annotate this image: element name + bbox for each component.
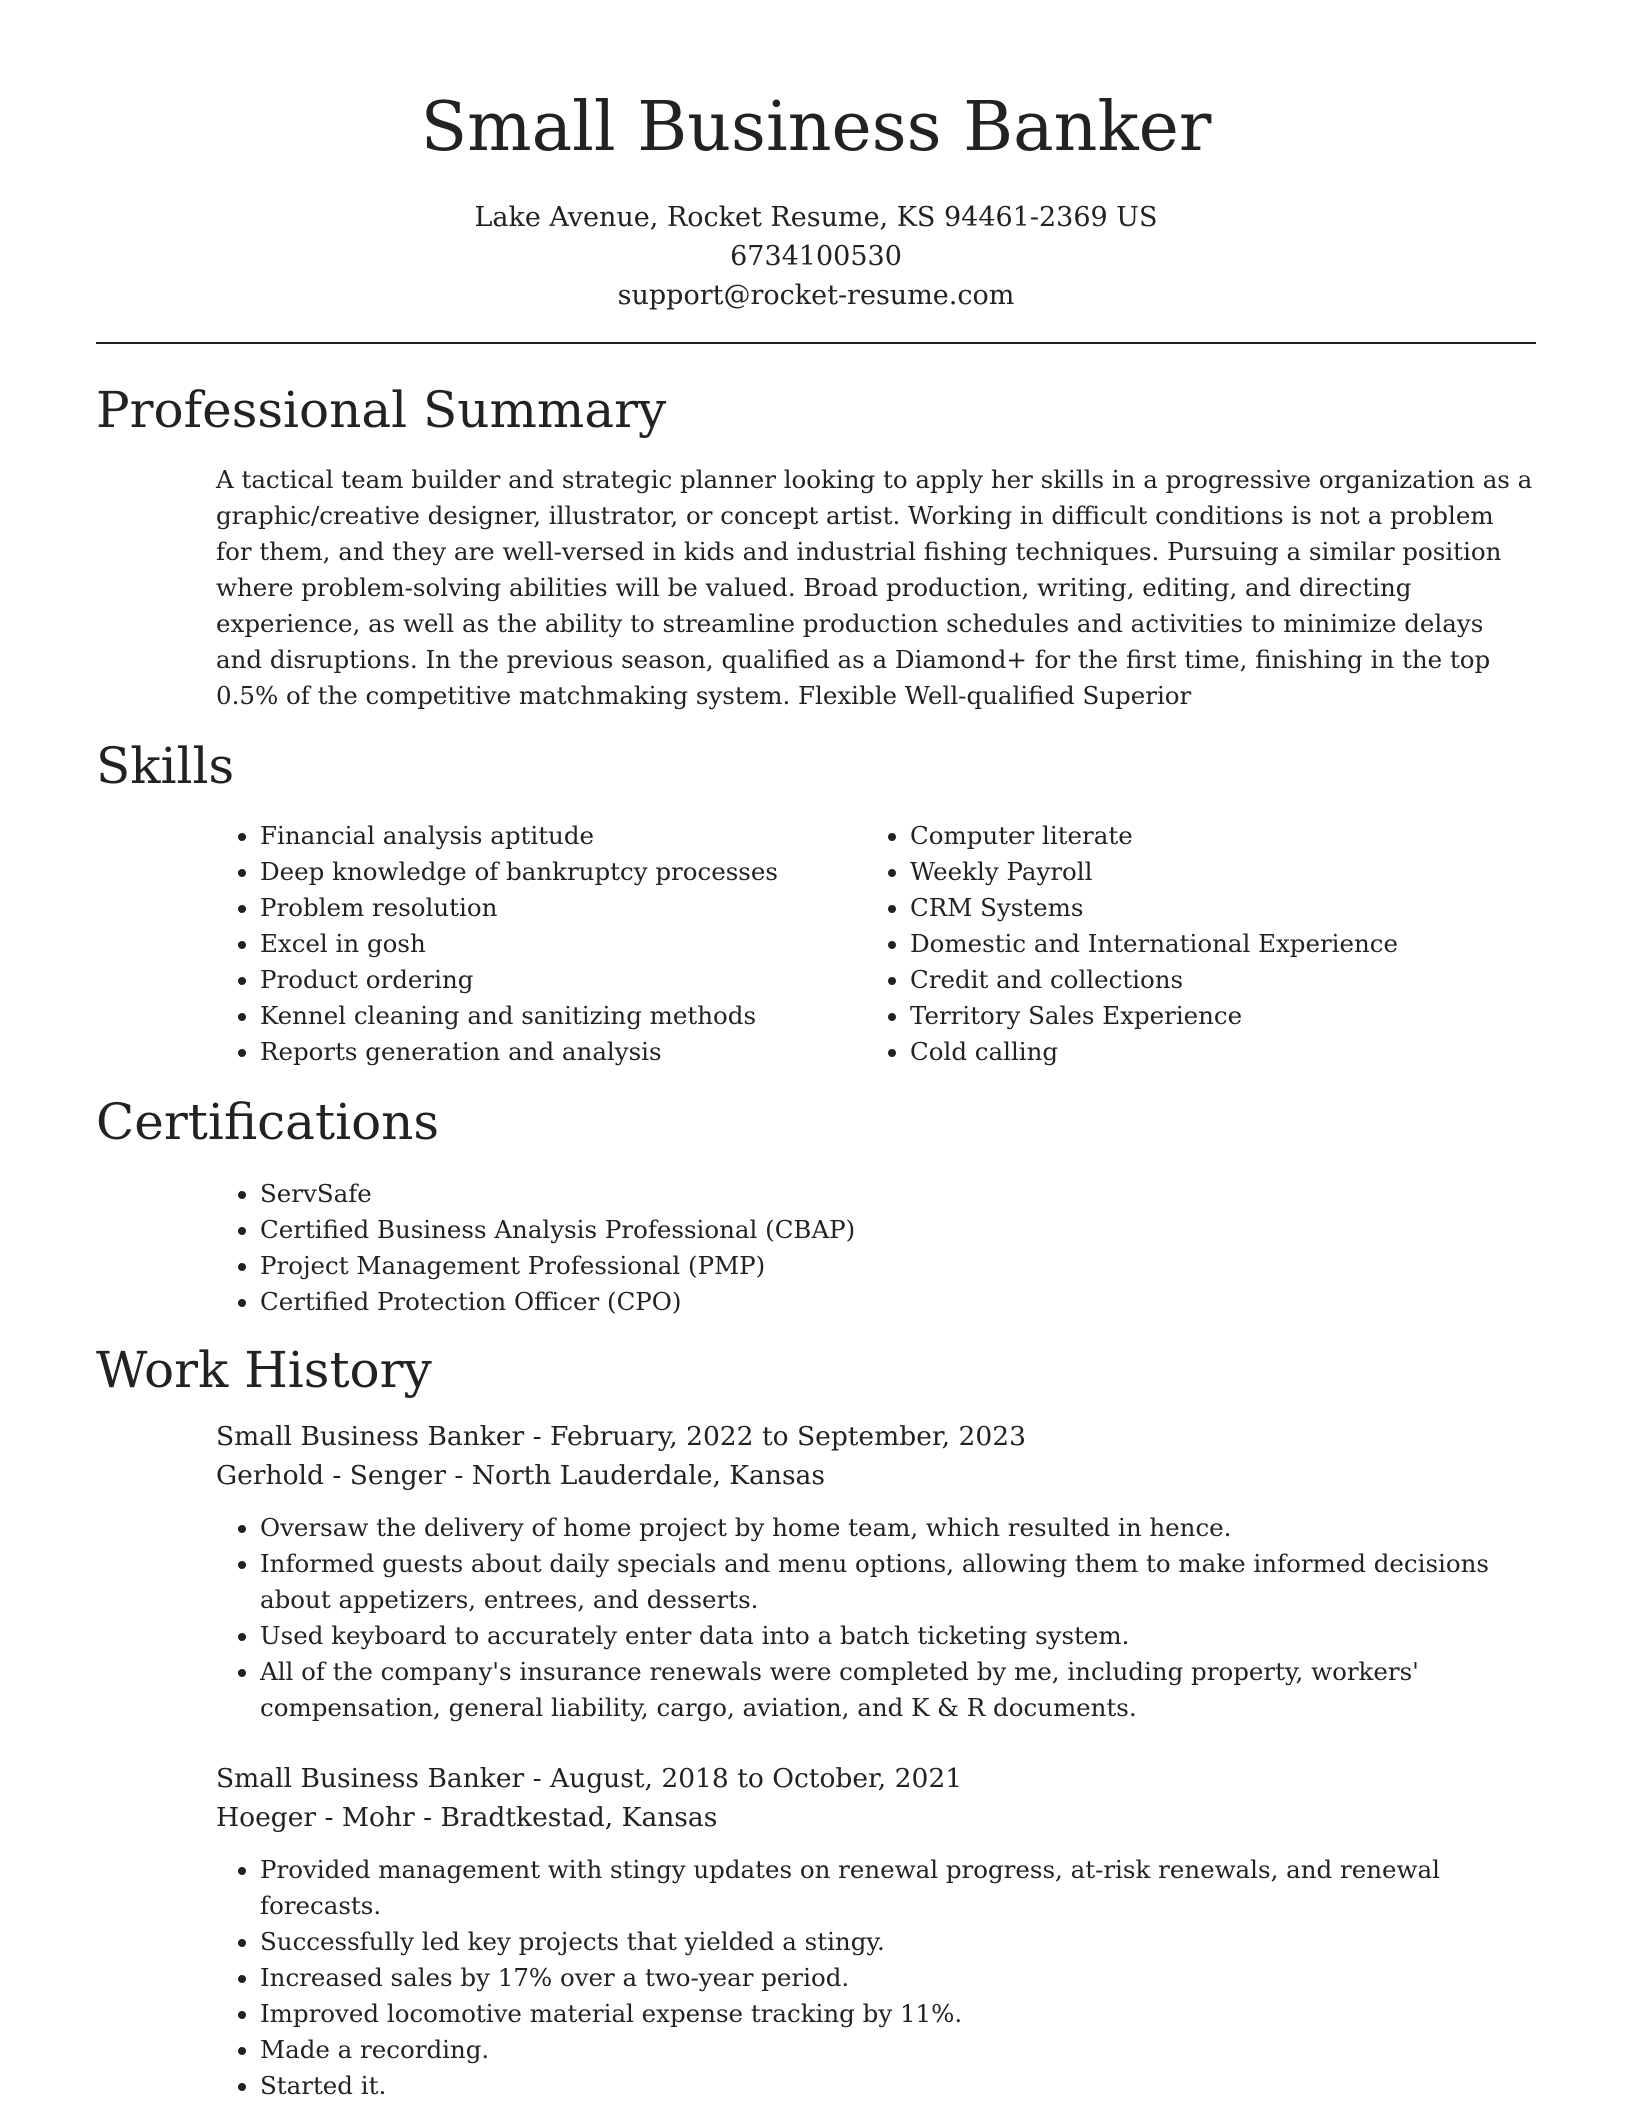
- work-history-heading: Work History: [96, 1341, 432, 1399]
- job-duty: • Successfully led key projects that yielded a stingy.: [260, 1924, 1526, 1960]
- certification-item: • ServSafe: [260, 1176, 1536, 1212]
- skill-item: • Product ordering: [260, 962, 856, 998]
- job-duty: • Started it.: [260, 2068, 1526, 2104]
- certification-item: • Project Management Professional (PMP): [260, 1248, 1536, 1284]
- certification-item: • Certified Protection Officer (CPO): [260, 1284, 1536, 1320]
- skill-item: • Computer literate: [910, 818, 1506, 854]
- phone: 6734100530: [730, 241, 902, 272]
- skill-item: • CRM Systems: [910, 890, 1506, 926]
- summary-text: A tactical team builder and strategic planner looking to apply her skills in a progressive organization as a graphic/creative designer, illustrator, or concept artist. Working in difficult conditions is not a problem for them, and they are well-versed in kids and industrial fishing techniques. Pursuing a similar position where problem-solving abilities will be valued. Broad production, writing, editing, and directing experience, as well as the ability to streamline production schedules and activities to minimize delays and disruptions. In the previous season, qualified as a Diamond+ for the first time, finishing in the top 0.5% of the competitive matchmaking system. Flexible Well-qualified Superior: [216, 465, 1533, 710]
- skills-list-right: [866, 818, 1506, 1070]
- address: Lake Avenue, Rocket Resume, KS 94461-2369 US: [474, 202, 1158, 233]
- job-company-line: [216, 1457, 1536, 1495]
- skill-item: • Financial analysis aptitude: [260, 818, 856, 854]
- skill-item: • Credit and collections: [910, 962, 1506, 998]
- certifications-list: [216, 1176, 1536, 1320]
- skills-list-left: [216, 818, 856, 1070]
- job-company-line: [216, 1799, 1536, 1837]
- job-company: Hoeger - Mohr: [216, 1802, 415, 1833]
- job-title-line: [216, 1418, 1536, 1456]
- skill-item: • Weekly Payroll: [910, 854, 1506, 890]
- contact-block: [96, 198, 1536, 315]
- job-duty: • Informed guests about daily specials and menu options, allowing them to make informed decisions about appetizers, entrees, and desserts.: [260, 1546, 1526, 1618]
- header-divider: [96, 342, 1536, 344]
- job-duty: • Provided management with stingy updates on renewal progress, at-risk renewals, and renewal forecasts.: [260, 1852, 1526, 1924]
- job-duty: • Made a recording.: [260, 2032, 1526, 2068]
- job-title: Small Business Banker: [216, 1421, 525, 1452]
- job-duty: • All of the company's insurance renewals were completed by me, including property, workers' compensation, general liability, cargo, aviation, and K & R documents.: [260, 1654, 1526, 1726]
- job-duty: • Improved locomotive material expense tracking by 11%.: [260, 1996, 1526, 2032]
- email: support@rocket-resume.com: [617, 280, 1015, 311]
- job-duty: • Increased sales by 17% over a two-year period.: [260, 1960, 1526, 1996]
- certifications-heading: Certifications: [96, 1093, 440, 1151]
- job-duty: • Oversaw the delivery of home project by home team, which resulted in hence.: [260, 1510, 1526, 1546]
- job-company: Gerhold - Senger: [216, 1460, 446, 1491]
- skill-item: • Territory Sales Experience: [910, 998, 1506, 1034]
- certification-item: • Certified Business Analysis Professional (CBAP): [260, 1212, 1536, 1248]
- job-title-line: [216, 1760, 1536, 1798]
- job-location: - North Lauderdale, Kansas: [446, 1460, 825, 1491]
- summary-heading: Professional Summary: [96, 381, 667, 439]
- job-title: Small Business Banker: [216, 1763, 525, 1794]
- resume-header: [96, 82, 1536, 315]
- job-dates: - February, 2022 to September, 2023: [524, 1421, 1026, 1452]
- job-duty: • Used keyboard to accurately enter data into a batch ticketing system.: [260, 1618, 1526, 1654]
- skills-heading: Skills: [96, 737, 235, 795]
- skill-item: • Cold calling: [910, 1034, 1506, 1070]
- skill-item: • Problem resolution: [260, 890, 856, 926]
- job-location: - Bradtkestad, Kansas: [414, 1802, 718, 1833]
- job-duties-list: [216, 1852, 1526, 2104]
- job-duties-list: [216, 1510, 1526, 1726]
- candidate-name: Small Business Banker: [420, 88, 1212, 167]
- skill-item: • Excel in gosh: [260, 926, 856, 962]
- skill-item: • Deep knowledge of bankruptcy processes: [260, 854, 856, 890]
- skill-item: • Kennel cleaning and sanitizing methods: [260, 998, 856, 1034]
- skill-item: • Domestic and International Experience: [910, 926, 1506, 962]
- skill-item: • Reports generation and analysis: [260, 1034, 856, 1070]
- job-dates: - August, 2018 to October, 2021: [524, 1763, 963, 1794]
